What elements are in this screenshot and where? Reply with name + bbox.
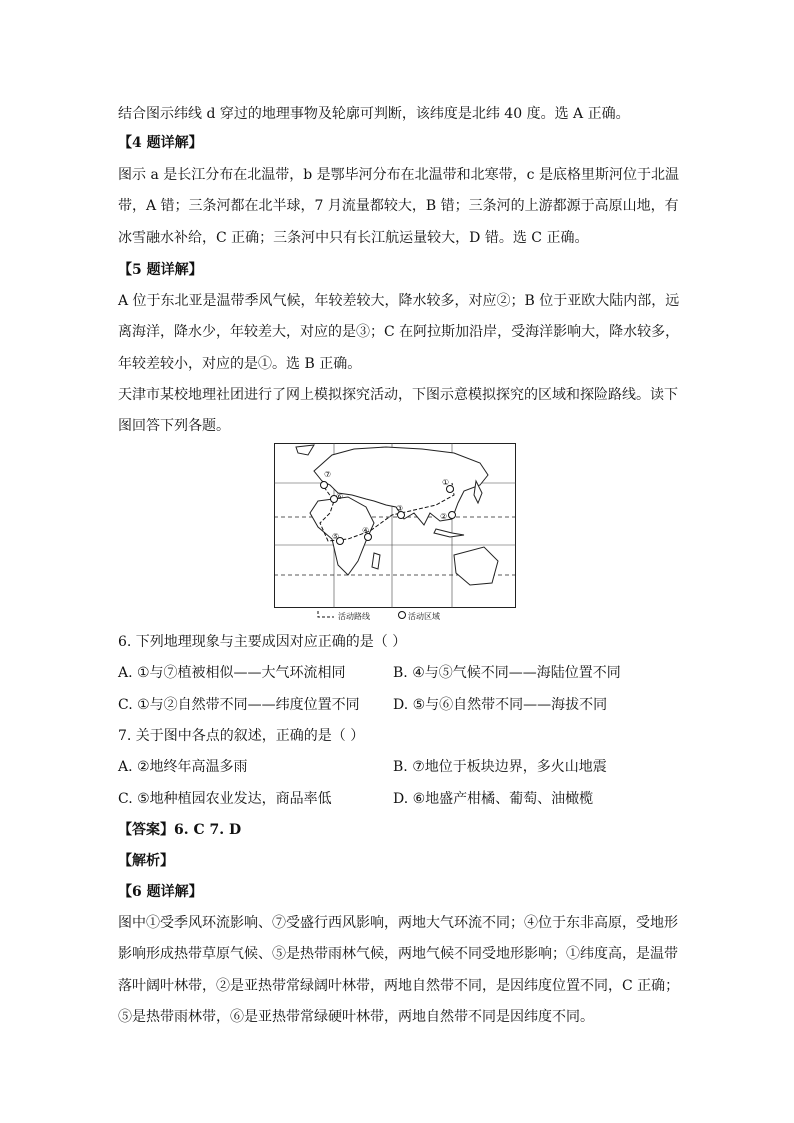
q6-option-b: B. ④与⑤气候不同——海陆位置不同: [393, 665, 621, 681]
point-label: ⑦: [324, 470, 332, 479]
q6-stem: 6. 下列地理现象与主要成因对应正确的是（ ）: [118, 634, 407, 650]
q7-stem: 7. 关于图中各点的叙述，正确的是（ ）: [118, 728, 365, 744]
paragraph-line: 结合图示纬线 d 穿过的地理事物及轮廓可判断，该纬度是北纬 40 度。选 A 正确。: [118, 106, 630, 122]
q6-option-a: A. ①与⑦植被相似——大气环流相同: [118, 665, 346, 681]
q6-detail-heading: 【6 题详解】: [118, 884, 203, 900]
q7-option-c: C. ⑤地种植园农业发达，商品率低: [118, 791, 332, 807]
q5-heading: 【5 题详解】: [118, 262, 203, 278]
paragraph-line: 图回答下列各题。: [118, 418, 230, 434]
paragraph-line: 年较差较小，对应的是①。选 B 正确。: [118, 356, 362, 372]
legend-area-label: 活动区域: [408, 612, 440, 621]
world-map-figure: [274, 443, 516, 621]
point-label: ①: [442, 478, 450, 487]
map-legend: [318, 611, 440, 621]
paragraph-line: 影响形成热带草原气候、⑤是热带雨林气候，两地气候不同受地形影响；①纬度高，是温带: [118, 946, 678, 962]
paragraph-line: 天津市某校地理社团进行了网上模拟探究活动，下图示意模拟探究的区域和探险路线。读下: [118, 387, 678, 403]
answer-line: 【答案】6. C 7. D: [118, 822, 242, 838]
point-label: ③: [396, 504, 404, 513]
paragraph-line: 落叶阔叶林带，②是亚热带常绿阔叶林带，两地自然带不同，是因纬度位置不同，C 正确；: [118, 978, 680, 994]
q7-option-b: B. ⑦地位于板块边界，多火山地震: [393, 759, 607, 775]
point-label: ②: [440, 512, 448, 521]
q7-option-d: D. ⑥地盛产柑橘、葡萄、油橄榄: [393, 791, 594, 807]
q4-heading: 【4 题详解】: [118, 135, 203, 151]
paragraph-line: 冰雪融水补给，C 正确；三条河中只有长江航运量较大，D 错。选 C 正确。: [118, 230, 589, 246]
paragraph-line: A 位于东北亚是温带季风气候，年较差较大，降水较多，对应②；B 位于亚欧大陆内部，远: [118, 293, 680, 309]
analysis-heading: 【解析】: [118, 853, 174, 869]
point-label: ④: [362, 526, 370, 535]
q6-option-d: D. ⑤与⑥自然带不同——海拔不同: [393, 697, 608, 713]
paragraph-line: 图示 a 是长江分布在北温带，b 是鄂毕河分布在北温带和北寒带，c 是底格里斯河位于北温: [118, 167, 679, 183]
point-7-marker: [321, 482, 328, 489]
paragraph-line: 离海洋，降水少，年较差大，对应的是③；C 在阿拉斯加沿岸，受海洋影响大，降水较多，: [118, 324, 680, 340]
point-label: ⑤: [332, 532, 340, 541]
q6-option-c: C. ①与②自然带不同——纬度位置不同: [118, 697, 360, 713]
point-2-marker: [449, 512, 456, 519]
point-label: ⑥: [336, 492, 344, 501]
q7-option-a: A. ②地终年高温多雨: [118, 759, 248, 775]
paragraph-line: ⑤是热带雨林带，⑥是亚热带常绿硬叶林带，两地自然带不同是因纬度不同。: [118, 1009, 594, 1025]
madagascar-outline: [372, 553, 380, 569]
paragraph-line: 图中①受季风环流影响、⑦受盛行西风影响，两地大气环流不同；④位于东非高原，受地形: [118, 915, 678, 931]
paragraph-line: 带，A 错；三条河都在北半球，7 月流量都较大，B 错；三条河的上游都源于高原山地，有: [118, 198, 679, 214]
legend-route-label: 活动路线: [338, 612, 370, 621]
